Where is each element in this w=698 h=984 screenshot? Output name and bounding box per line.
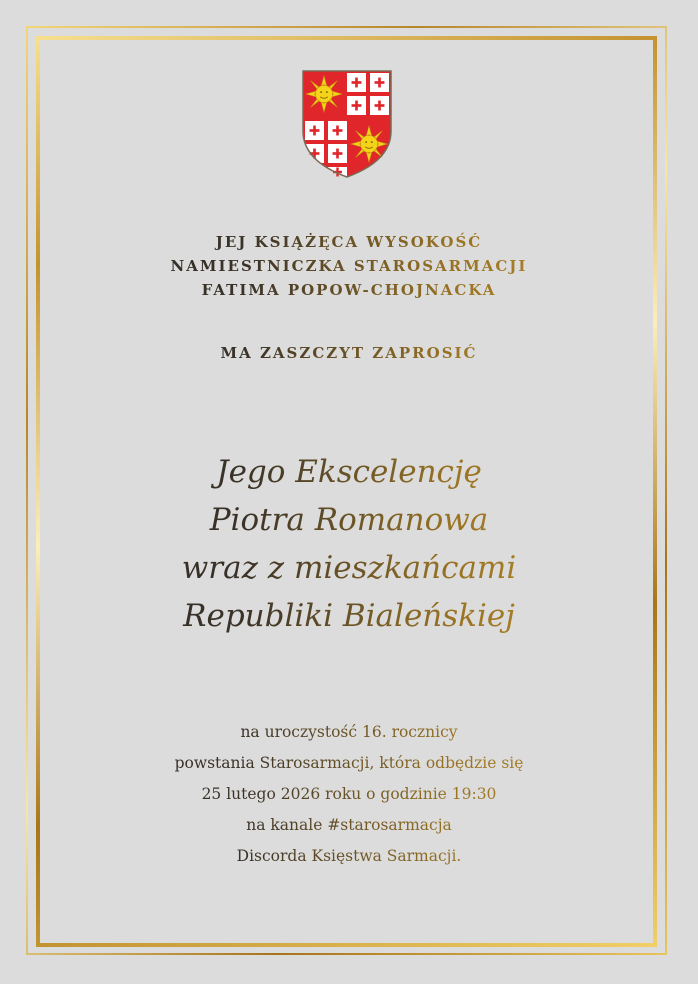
details-line-3: 25 lutego 2026 roku o godzinie 19:30 bbox=[0, 779, 698, 810]
guest-names bbox=[0, 448, 698, 640]
guest-line-3: wraz z mieszkańcami bbox=[0, 544, 698, 592]
heading-line-name: FATIMA POPOW-CHOJNACKA bbox=[0, 278, 698, 302]
details-line-4: na kanale #starosarmacja bbox=[0, 810, 698, 841]
details-line-1: na uroczystość 16. rocznicy bbox=[0, 717, 698, 748]
heading-line-title: JEJ KSIĄŻĘCA WYSOKOŚĆ bbox=[0, 230, 698, 254]
details-line-5: Discorda Księstwa Sarmacji. bbox=[0, 841, 698, 872]
coat-of-arms-icon bbox=[301, 69, 393, 179]
event-details bbox=[0, 717, 698, 872]
invite-phrase-text: MA ZASZCZYT ZAPROSIĆ bbox=[0, 341, 698, 365]
host-heading bbox=[0, 230, 698, 302]
heading-line-office: NAMIESTNICZKA STAROSARMACJI bbox=[0, 254, 698, 278]
details-line-2: powstania Starosarmacji, która odbędzie się bbox=[0, 748, 698, 779]
guest-line-4: Republiki Bialeńskiej bbox=[0, 592, 698, 640]
invite-phrase bbox=[0, 341, 698, 365]
guest-line-1: Jego Ekscelencję bbox=[0, 448, 698, 496]
guest-line-2: Piotra Romanowa bbox=[0, 496, 698, 544]
